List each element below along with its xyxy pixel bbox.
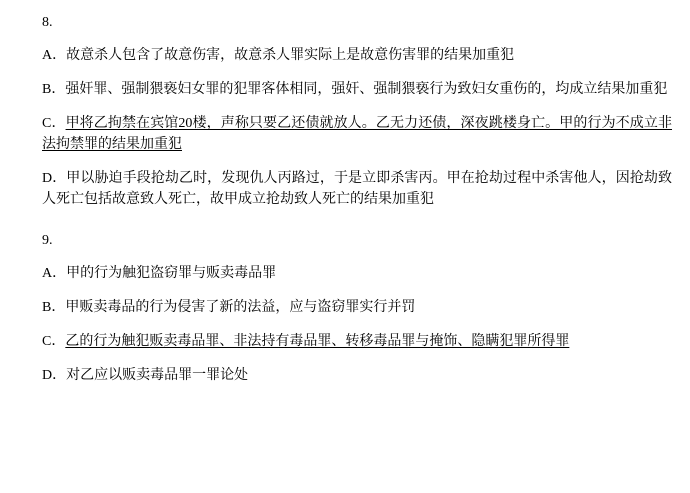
option-a <box>42 250 672 284</box>
option-label: D． <box>42 171 67 186</box>
option-d <box>42 155 672 210</box>
question-spacer <box>18 210 672 228</box>
option-b <box>42 284 672 318</box>
question-number: 9. <box>42 233 53 248</box>
option-label: D． <box>42 368 67 383</box>
option-text: 甲贩卖毒品的行为侵害了新的法益，应与盗窃罪实行并罚 <box>65 300 416 315</box>
option-label: A． <box>42 48 67 63</box>
option-text: 甲以胁迫手段抢劫乙时，发现仇人丙路过，于是立即杀害丙。甲在抢劫过程中杀害他人，因抢劫致人死亡包括故意致人死亡，故甲成立抢劫致人死亡的结果加重犯 <box>42 171 672 207</box>
option-text: 故意杀人包含了故意伤害，故意杀人罪实际上是故意伤害罪的结果加重犯 <box>66 48 515 63</box>
option-label: B． <box>42 300 66 315</box>
option-label: C． <box>42 334 66 349</box>
question-block-9 <box>18 228 672 386</box>
option-c <box>42 100 672 155</box>
option-text: 强奸罪、强制猥亵妇女罪的犯罪客体相同，强奸、强制猥亵行为致妇女重伤的，均成立结果加重犯 <box>65 82 668 97</box>
question-block-8 <box>18 10 672 210</box>
option-text: 乙的行为触犯贩卖毒品罪、非法持有毒品罪、转移毒品罪与掩饰、隐瞒犯罪所得罪 <box>65 334 570 349</box>
option-a <box>42 32 672 66</box>
option-text: 甲将乙拘禁在宾馆20楼，声称只要乙还债就放人。乙无力还债，深夜跳楼身亡。甲的行为不成立非法拘禁罪的结果加重犯 <box>42 116 673 152</box>
option-label: A． <box>42 266 67 281</box>
question-number: 8. <box>42 15 53 30</box>
option-b <box>42 66 672 100</box>
option-text: 甲的行为触犯盗窃罪与贩卖毒品罪 <box>66 266 277 281</box>
option-d <box>42 352 672 386</box>
option-c <box>42 318 672 352</box>
option-label: B． <box>42 82 66 97</box>
option-text: 对乙应以贩卖毒品罪一罪论处 <box>66 368 249 383</box>
option-label: C． <box>42 116 66 131</box>
